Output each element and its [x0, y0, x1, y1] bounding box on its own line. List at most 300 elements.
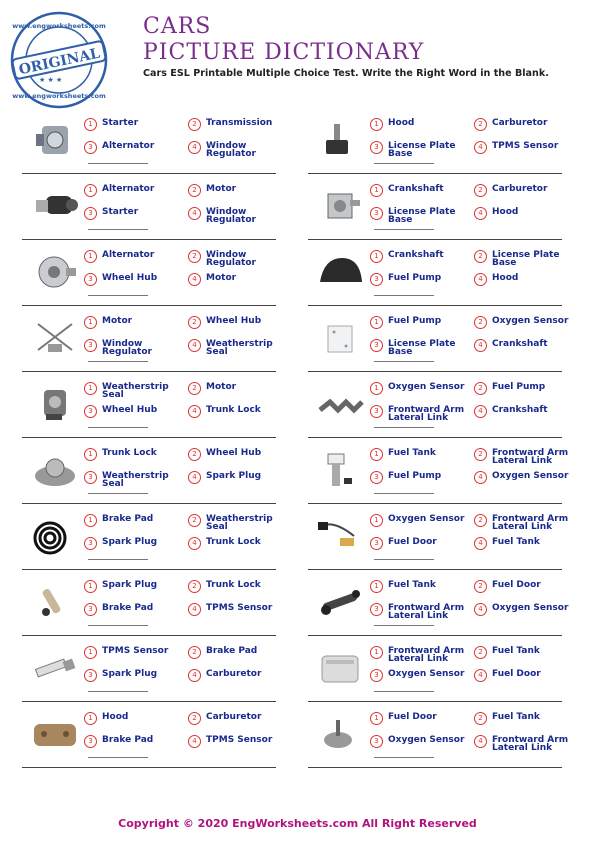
option-number-4: 4 [188, 141, 201, 154]
answer-option-1[interactable] [84, 646, 192, 659]
answer-option-1[interactable] [370, 382, 478, 395]
brake-pad-icon [28, 714, 82, 754]
answer-option-3[interactable] [370, 603, 478, 620]
alternator-icon [28, 252, 82, 292]
svg-text:www.engworksheets.com: www.engworksheets.com [12, 92, 106, 100]
option-label: Oxygen Sensor [492, 603, 569, 613]
answer-blank-line[interactable] [374, 295, 434, 296]
left-question-1 [22, 108, 276, 174]
option-label: Fuel Pump [388, 316, 442, 326]
svg-text:★ ★ ★: ★ ★ ★ [39, 76, 63, 84]
crankshaft-icon [314, 384, 368, 424]
option-number-4: 4 [474, 207, 487, 220]
answer-option-2[interactable] [188, 382, 296, 395]
option-number-1: 1 [370, 580, 383, 593]
option-number-1: 1 [84, 184, 97, 197]
answer-option-2[interactable] [474, 250, 582, 267]
answer-option-1[interactable] [84, 184, 192, 197]
spark-plug-icon [28, 648, 82, 688]
option-label: Spark Plug [102, 537, 158, 547]
answer-option-4[interactable] [188, 141, 296, 158]
answer-option-2[interactable] [188, 250, 296, 267]
option-label: Spark Plug [206, 471, 262, 481]
option-label: TPMS Sensor [206, 603, 273, 613]
option-label: Motor [206, 184, 237, 194]
answer-option-3[interactable] [84, 537, 192, 550]
svg-text:ORIGINAL: ORIGINAL [17, 45, 102, 79]
option-label: Oxygen Sensor [388, 669, 465, 679]
option-label: Carburetor [206, 669, 262, 679]
answer-option-4[interactable] [188, 405, 296, 418]
option-label: Wheel Hub [102, 405, 158, 415]
option-label: License Plate Base [388, 207, 456, 225]
left-question-5 [22, 372, 276, 438]
trunk-lock-icon [28, 582, 82, 622]
answer-option-1[interactable] [84, 250, 192, 263]
option-number-4: 4 [474, 273, 487, 286]
window-regulator-icon [28, 318, 82, 358]
option-number-1: 1 [84, 712, 97, 725]
answer-option-1[interactable] [370, 118, 478, 131]
answer-option-1[interactable] [370, 448, 478, 461]
option-number-4: 4 [474, 735, 487, 748]
title-line-1: CARS [143, 14, 212, 39]
option-number-2: 2 [474, 448, 487, 461]
answer-option-1[interactable] [84, 118, 192, 131]
answer-option-1[interactable] [370, 646, 478, 663]
option-number-2: 2 [188, 118, 201, 131]
license-plate-base-icon [314, 318, 368, 358]
answer-option-2[interactable] [474, 118, 582, 131]
answer-blank-line[interactable] [374, 625, 434, 626]
fuel-door-icon [314, 714, 368, 754]
answer-blank-line[interactable] [88, 625, 148, 626]
option-number-3: 3 [84, 141, 97, 154]
option-number-4: 4 [188, 669, 201, 682]
right-question-5 [308, 372, 562, 438]
answer-option-4[interactable] [474, 471, 582, 484]
answer-blank-line[interactable] [88, 691, 148, 692]
carburetor-icon [314, 186, 368, 226]
answer-blank-line[interactable] [374, 427, 434, 428]
answer-option-4[interactable] [188, 471, 296, 484]
left-question-3 [22, 240, 276, 306]
answer-option-3[interactable] [84, 339, 192, 356]
right-question-7 [308, 504, 569, 570]
option-label: Fuel Tank [492, 646, 540, 656]
option-number-4: 4 [188, 207, 201, 220]
answer-option-4[interactable] [188, 537, 296, 550]
answer-blank-line[interactable] [374, 757, 434, 758]
answer-option-1[interactable] [84, 712, 192, 725]
option-label: Frontward Arm Lateral Link [492, 514, 569, 532]
option-number-2: 2 [188, 382, 201, 395]
answer-option-2[interactable] [474, 316, 582, 329]
answer-option-2[interactable] [474, 646, 582, 659]
left-question-2 [22, 174, 276, 240]
answer-option-3[interactable] [370, 669, 478, 682]
option-number-3: 3 [84, 603, 97, 616]
answer-option-3[interactable] [370, 141, 478, 158]
option-number-1: 1 [370, 184, 383, 197]
option-number-1: 1 [370, 382, 383, 395]
answer-option-4[interactable] [474, 735, 582, 752]
option-number-2: 2 [188, 316, 201, 329]
option-label: Oxygen Sensor [388, 735, 465, 745]
option-label: TPMS Sensor [492, 141, 559, 151]
option-number-2: 2 [474, 184, 487, 197]
option-number-4: 4 [474, 339, 487, 352]
option-number-2: 2 [474, 712, 487, 725]
hood-icon [314, 252, 368, 292]
left-question-7 [22, 504, 276, 570]
answer-option-2[interactable] [474, 448, 582, 465]
option-label: Starter [102, 207, 139, 217]
answer-blank-line[interactable] [88, 163, 148, 164]
option-label: Fuel Door [492, 669, 541, 679]
answer-option-2[interactable] [188, 316, 296, 329]
option-label: Crankshaft [492, 405, 548, 415]
answer-option-3[interactable] [84, 471, 192, 488]
answer-option-4[interactable] [474, 273, 582, 286]
option-number-2: 2 [474, 118, 487, 131]
option-label: Window Regulator [206, 141, 256, 159]
option-number-1: 1 [84, 646, 97, 659]
option-number-3: 3 [84, 471, 97, 484]
option-number-1: 1 [370, 448, 383, 461]
option-number-2: 2 [188, 184, 201, 197]
answer-option-4[interactable] [474, 141, 582, 154]
option-label: Alternator [102, 141, 155, 151]
answer-option-3[interactable] [84, 141, 192, 154]
option-label: Weatherstrip Seal [206, 514, 273, 532]
option-number-4: 4 [188, 471, 201, 484]
left-column [22, 108, 276, 768]
right-question-4 [308, 306, 569, 372]
option-label: Fuel Tank [388, 580, 436, 590]
right-question-6 [308, 438, 569, 504]
answer-option-3[interactable] [84, 405, 192, 418]
option-label: Motor [102, 316, 133, 326]
option-label: Hood [492, 207, 519, 217]
option-label: Window Regulator [206, 250, 256, 268]
answer-option-3[interactable] [84, 603, 192, 616]
answer-blank-line[interactable] [88, 295, 148, 296]
answer-option-2[interactable] [188, 448, 296, 461]
option-number-1: 1 [370, 118, 383, 131]
option-number-3: 3 [370, 537, 383, 550]
left-question-4 [22, 306, 276, 372]
option-number-2: 2 [474, 514, 487, 527]
option-number-4: 4 [474, 537, 487, 550]
answer-option-4[interactable] [474, 537, 582, 550]
answer-option-3[interactable] [370, 339, 478, 356]
answer-option-2[interactable] [474, 580, 582, 593]
answer-option-3[interactable] [84, 735, 192, 748]
answer-option-4[interactable] [188, 603, 296, 616]
option-number-4: 4 [474, 471, 487, 484]
option-number-3: 3 [84, 405, 97, 418]
option-label: Frontward Arm Lateral Link [388, 405, 465, 423]
answer-option-3[interactable] [370, 273, 478, 286]
option-number-4: 4 [188, 603, 201, 616]
option-label: TPMS Sensor [102, 646, 169, 656]
option-number-1: 1 [370, 712, 383, 725]
answer-blank-line[interactable] [88, 493, 148, 494]
answer-option-2[interactable] [188, 646, 296, 659]
option-label: Carburetor [492, 118, 548, 128]
answer-blank-line[interactable] [374, 229, 434, 230]
answer-option-2[interactable] [474, 514, 582, 531]
answer-option-2[interactable] [188, 580, 296, 593]
option-label: Window Regulator [206, 207, 256, 225]
option-number-3: 3 [370, 141, 383, 154]
answer-blank-line[interactable] [88, 757, 148, 758]
answer-option-3[interactable] [370, 735, 478, 748]
option-number-4: 4 [188, 537, 201, 550]
option-label: Motor [206, 382, 237, 392]
option-label: Motor [206, 273, 237, 283]
answer-option-3[interactable] [370, 207, 478, 224]
option-label: Spark Plug [102, 669, 158, 679]
answer-blank-line[interactable] [374, 559, 434, 560]
option-label: Wheel Hub [102, 273, 158, 283]
answer-option-1[interactable] [370, 250, 478, 263]
option-label: Hood [102, 712, 129, 722]
option-label: Brake Pad [206, 646, 258, 656]
option-number-3: 3 [84, 273, 97, 286]
option-label: Window Regulator [102, 339, 152, 357]
tpms-sensor-icon [314, 120, 368, 160]
answer-option-1[interactable] [370, 316, 478, 329]
option-number-3: 3 [370, 273, 383, 286]
left-question-8 [22, 570, 276, 636]
answer-option-1[interactable] [84, 382, 192, 399]
option-number-3: 3 [84, 735, 97, 748]
answer-blank-line[interactable] [374, 163, 434, 164]
answer-blank-line[interactable] [88, 559, 148, 560]
starter-icon [28, 186, 82, 226]
answer-option-4[interactable] [188, 339, 296, 356]
option-number-2: 2 [474, 316, 487, 329]
option-number-2: 2 [474, 646, 487, 659]
option-number-3: 3 [370, 339, 383, 352]
option-label: Transmission [206, 118, 273, 128]
option-label: Spark Plug [102, 580, 158, 590]
option-number-1: 1 [370, 646, 383, 659]
copyright-footer: Copyright © 2020 EngWorksheets.com All Right Reserved [118, 817, 477, 830]
option-number-1: 1 [84, 580, 97, 593]
engine-icon [28, 120, 82, 160]
right-question-9 [308, 636, 562, 702]
option-label: Carburetor [492, 184, 548, 194]
option-number-3: 3 [84, 207, 97, 220]
answer-option-4[interactable] [188, 735, 296, 748]
right-question-2 [308, 174, 562, 240]
option-label: Wheel Hub [206, 448, 262, 458]
option-label: Weatherstrip Seal [206, 339, 273, 357]
option-label: Fuel Door [388, 537, 437, 547]
option-label: Fuel Door [388, 712, 437, 722]
answer-option-1[interactable] [84, 514, 192, 527]
option-label: Oxygen Sensor [492, 471, 569, 481]
answer-option-4[interactable] [474, 207, 582, 220]
option-label: Wheel Hub [206, 316, 262, 326]
option-number-3: 3 [370, 603, 383, 616]
option-number-4: 4 [188, 339, 201, 352]
option-label: Weatherstrip Seal [102, 382, 169, 400]
option-number-3: 3 [370, 735, 383, 748]
option-number-1: 1 [84, 118, 97, 131]
answer-option-4[interactable] [474, 669, 582, 682]
answer-option-4[interactable] [188, 669, 296, 682]
option-number-3: 3 [84, 339, 97, 352]
option-label: Oxygen Sensor [388, 382, 465, 392]
option-number-1: 1 [370, 316, 383, 329]
option-label: Hood [388, 118, 415, 128]
option-number-1: 1 [84, 514, 97, 527]
answer-option-1[interactable] [370, 514, 478, 527]
answer-option-1[interactable] [84, 580, 192, 593]
original-stamp-logo [9, 10, 109, 110]
option-label: Frontward Arm Lateral Link [388, 646, 465, 664]
answer-option-3[interactable] [370, 537, 478, 550]
answer-blank-line[interactable] [88, 427, 148, 428]
option-number-4: 4 [474, 603, 487, 616]
option-label: Fuel Door [492, 580, 541, 590]
option-label: Brake Pad [102, 514, 154, 524]
option-number-2: 2 [188, 448, 201, 461]
answer-option-1[interactable] [84, 448, 192, 461]
answer-blank-line[interactable] [88, 361, 148, 362]
right-column [308, 108, 569, 768]
right-question-1 [308, 108, 562, 174]
left-question-6 [22, 438, 276, 504]
option-label: Hood [492, 273, 519, 283]
option-number-4: 4 [188, 735, 201, 748]
answer-option-4[interactable] [474, 339, 582, 352]
option-label: Oxygen Sensor [388, 514, 465, 524]
right-question-8 [308, 570, 569, 636]
option-label: Carburetor [206, 712, 262, 722]
answer-blank-line[interactable] [374, 361, 434, 362]
option-label: Crankshaft [492, 339, 548, 349]
option-label: Fuel Tank [388, 448, 436, 458]
option-label: Crankshaft [388, 184, 444, 194]
answer-blank-line[interactable] [374, 691, 434, 692]
option-number-4: 4 [188, 405, 201, 418]
answer-option-2[interactable] [474, 382, 582, 395]
answer-option-2[interactable] [188, 712, 296, 725]
answer-option-4[interactable] [474, 405, 582, 418]
option-label: Fuel Tank [492, 537, 540, 547]
answer-option-3[interactable] [370, 471, 478, 484]
answer-option-1[interactable] [370, 580, 478, 593]
answer-option-1[interactable] [370, 712, 478, 725]
option-label: License Plate Base [388, 339, 456, 357]
option-label: Trunk Lock [206, 405, 261, 415]
option-number-3: 3 [370, 471, 383, 484]
motor-icon [28, 384, 82, 424]
option-number-1: 1 [84, 382, 97, 395]
option-label: Frontward Arm Lateral Link [388, 603, 465, 621]
option-number-3: 3 [370, 405, 383, 418]
option-number-4: 4 [474, 141, 487, 154]
answer-option-4[interactable] [188, 207, 296, 224]
option-label: Trunk Lock [206, 537, 261, 547]
answer-option-4[interactable] [188, 273, 296, 286]
right-question-10 [308, 702, 569, 768]
left-question-10 [22, 702, 276, 768]
option-number-1: 1 [370, 514, 383, 527]
fuel-tank-icon [314, 648, 368, 688]
option-label: Brake Pad [102, 603, 154, 613]
option-number-2: 2 [188, 580, 201, 593]
option-label: Trunk Lock [102, 448, 157, 458]
option-label: Brake Pad [102, 735, 154, 745]
lateral-link-icon [314, 582, 368, 622]
option-number-2: 2 [188, 250, 201, 263]
option-label: TPMS Sensor [206, 735, 273, 745]
answer-option-1[interactable] [370, 184, 478, 197]
option-label: Starter [102, 118, 139, 128]
option-number-4: 4 [188, 273, 201, 286]
answer-option-3[interactable] [370, 405, 478, 422]
option-label: Alternator [102, 250, 155, 260]
fuel-pump-icon [314, 450, 368, 490]
weatherstrip-icon [28, 516, 82, 556]
answer-option-3[interactable] [84, 207, 192, 220]
answer-option-2[interactable] [188, 184, 296, 197]
answer-option-1[interactable] [84, 316, 192, 329]
answer-option-3[interactable] [84, 273, 192, 286]
title-line-2: PICTURE DICTIONARY [143, 40, 425, 65]
option-label: Oxygen Sensor [492, 316, 569, 326]
option-number-2: 2 [474, 250, 487, 263]
option-number-1: 1 [84, 316, 97, 329]
option-number-2: 2 [474, 382, 487, 395]
option-number-1: 1 [84, 448, 97, 461]
answer-option-2[interactable] [188, 514, 296, 531]
option-label: Fuel Pump [388, 471, 442, 481]
answer-option-4[interactable] [474, 603, 582, 616]
oxygen-sensor-icon [314, 516, 368, 556]
wheel-hub-icon [28, 450, 82, 490]
svg-text:www.engworksheets.com: www.engworksheets.com [12, 22, 106, 30]
answer-option-2[interactable] [188, 118, 296, 131]
option-number-3: 3 [84, 669, 97, 682]
option-label: Fuel Tank [492, 712, 540, 722]
option-number-2: 2 [188, 514, 201, 527]
answer-option-3[interactable] [84, 669, 192, 682]
option-label: Frontward Arm Lateral Link [492, 448, 569, 466]
option-number-1: 1 [84, 250, 97, 263]
option-number-3: 3 [370, 669, 383, 682]
option-label: License Plate Base [492, 250, 560, 268]
option-number-1: 1 [370, 250, 383, 263]
option-label: Fuel Pump [492, 382, 546, 392]
left-question-9 [22, 636, 276, 702]
option-number-4: 4 [474, 669, 487, 682]
option-number-2: 2 [188, 712, 201, 725]
answer-blank-line[interactable] [88, 229, 148, 230]
answer-option-2[interactable] [474, 712, 582, 725]
option-label: Frontward Arm Lateral Link [492, 735, 569, 753]
option-number-2: 2 [188, 646, 201, 659]
answer-blank-line[interactable] [374, 493, 434, 494]
answer-option-2[interactable] [474, 184, 582, 197]
option-label: Weatherstrip Seal [102, 471, 169, 489]
